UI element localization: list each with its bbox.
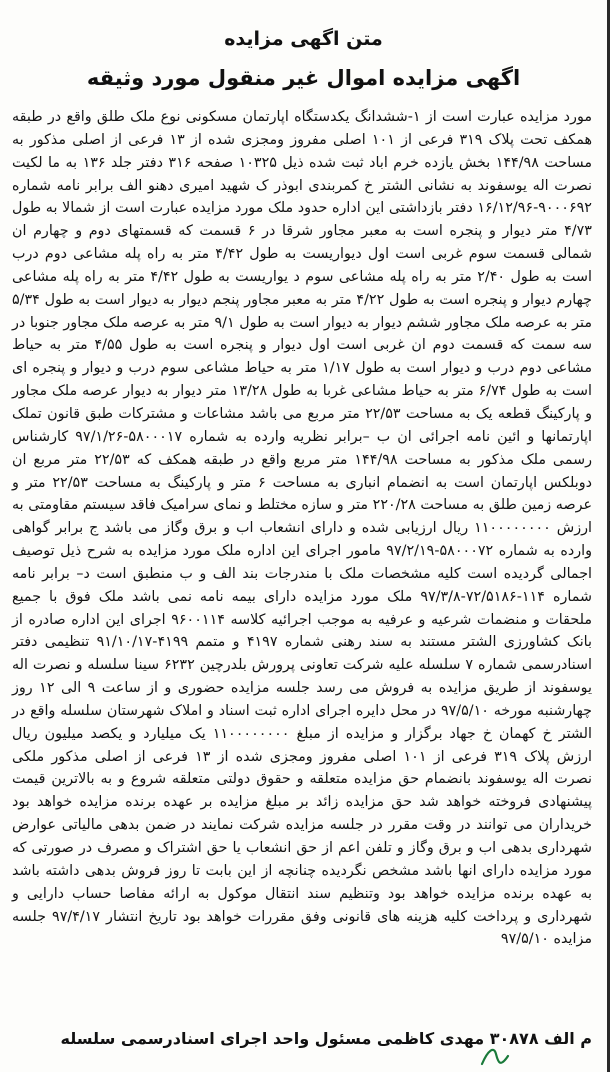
notice-footer: م الف ۳۰۸۷۸ مهدی کاظمی مسئول واحد اجرای اسنادرسمی سلسله [60,1029,592,1048]
signature-icon [478,1040,518,1072]
notice-title: متن اگهی مزایده [224,28,383,50]
notice-body: مورد مزایده عبارت است از ۱-ششدانگ یکدستگاه اپارتمان مسکونی نوع ملک طلق واقع در طبقه همکف تحت پلاک ۳۱۹ فرعی از ۱۰۱ اصلی مفروز ومجزی شده از ۱۳ فرعی از اصلی مذکور به مساحت ۱۴۴/۹۸ بخش یازده خرم اباد ثبت شده ذیل ۱۰۳۲۵ صفحه ۳۱۶ دفتر جلد ۱۳۶ به ما لکیت نصرت اله یوسفوند به نشانی الشتر خ کمربندی ابوذر ک شهید امیری دهنو الف برابر نامه شماره ۹۰۰۰۶۹۲-۱۶/۱۲/۹۶ دفتر بازداشتی این اداره حدود ملک مورد مزایده عبارت است از شمالا به طول ۴/۷۳ متر دیوار و پنجره است به معبر مجاور شرقا در ۶ قسمت که قسمتهای دوم و چهارم ان شمالی قسمت سوم غربی است اول دیواریست به طول ۴/۴۲ متر به راه پله مشاعی دوم درب است به طول ۲/۴۰ متر به راه پله مشاعی سوم د یواریست به طول ۴/۴۲ متر به راه پله مشاعی چهارم دیوار و پنجره است به طول ۴/۲۲ متر به معبر مجاور پنجم دیوار به دیوار است به طول ۵/۳۴ متر به عرصه ملک مجاور ششم دیوار به دیوار است به طول ۹/۱ متر به عرصه ملک مجاور جنوبا در سه سمت که قسمت دوم ان غربی است اول دیوار و پنجره است به طول ۴/۵۵ متر به حیاط مشاعی دوم درب و دیوار است به طول ۱/۱۷ متر به حیاط مشاعی سوم درب و دیوار و پنجره ای است به طول ۶/۷۴ متر به حیاط مشاعی غربا به طول ۱۳/۲۸ متر دیوار به دیوار عرصه ملک مجاور و پارکینگ قطعه یک به مساحت ۲۲/۵۳ متر مربع می باشد مشاعات و مشترکات طبق قانون تملک اپارتمانها و ائین نامه اجرائی ان ب –برابر نظریه وارده به شماره ۵۸۰۰۰۱۷-۹۷/۱/۲۶ کارشناس رسمی ملک مذکور به مساحت ۱۴۴/۹۸ متر مربع واقع در طبقه همکف که ۲۲/۵۳ متر مربع ان دوبلکس اپارتمان است به انضمام انباری به مساحت ۶ متر و پارکینگ به مساحت ۲۲/۵۳ متر و عرصه زمین طلق به مساحت ۲۲۰/۲۸ متر و سازه مختلط و نمای سرامیک فاقد سیستم مقاومتی به ارزش ۱۱۰۰۰۰۰۰۰۰ ریال ارزیابی شده و دارای انشعاب اب و برق وگاز می باشد ج برابر گواهی وارده به شماره ۵۸۰۰۰۷۲-۹۷/۲/۱۹ مامور اجرای این اداره ملک مورد مزایده به شرح ذیل توصیف اجمالی گردیده است کلیه مشخصات ملک با مندرجات بند الف و ب منطبق است د– برابر نامه شماره ۱۱۴-۷۲/۵۱۸۶-۹۷/۳/۸ ملک مورد مزایده دارای بیمه نامه نمی باشد ملک فوق با جمیع ملحقات و منضمات شرعیه و عرفیه به موجب اجرائیه کلاسه ۹۶۰۰۱۱۴ اجرای این اداره صادره از بانک کشاورزی الشتر مستند به سند رهنی شماره ۴۱۹۷ و متمم ۴۱۹۹-۹۱/۱۰/۱۷ تنظیمی دفتر اسنادرسمی شماره ۷ سلسله علیه شرکت تعاونی پرورش بلدرچین ۶۲۳۲ سینا سلسله و نصرت اله یوسفوند از طریق مزایده به فروش می رسد جلسه مزایده حضوری و از ساعت ۹ الی ۱۲ روز چهارشنبه مورخه ۹۷/۵/۱۰ در محل دایره اجرای اداره ثبت اسناد و املاک شهرستان سلسله واقع در الشتر خ کهمان خ جهاد برگزار و مزایده از مبلغ ۱۱۰۰۰۰۰۰۰۰ یک میلیارد و یکصد میلیون ریال ارزش پلاک ۳۱۹ فرعی از ۱۰۱ اصلی مفروز ومجزی شده از ۱۳ فرعی از اصلی مذکور ملکی نصرت اله یوسفوند بانضمام حق مزایده متعلقه و حقوق دولتی متعلقه شروع و به بالاترین قیمت پیشنهادی فروخته خواهد شد حق مزایده زائد بر مبلغ مزایده بر عهده برنده مزایده خواهد بود خریداران می توانند در وقت مقرر در جلسه مزایده شرکت نمایند در ضمن بدهی مالیاتی عوارض شهرداری بدهی اب و برق وگاز و تلفن اعم از حق انشعاب یا حق اشتراک و مصرف در صورتی که مورد مزایده دارای انها باشد مشخص نگردیده چنانچه از این بابت تا روز فروش بدهی داشته باشد به عهده برنده مزایده خواهد بود وتنظیم سند انتقال موکول به ارائه مفاصا حساب دارایی و شهرداری و پرداخت کلیه هزینه های قانونی وفق مقررات خواهد بود تاریخ انتشار ۹۷/۴/۱۷ جلسه مزایده ۹۷/۵/۱۰ [12,109,593,948]
notice-subtitle: اگهی مزایده اموال غیر منقول مورد وثیقه [86,66,521,90]
